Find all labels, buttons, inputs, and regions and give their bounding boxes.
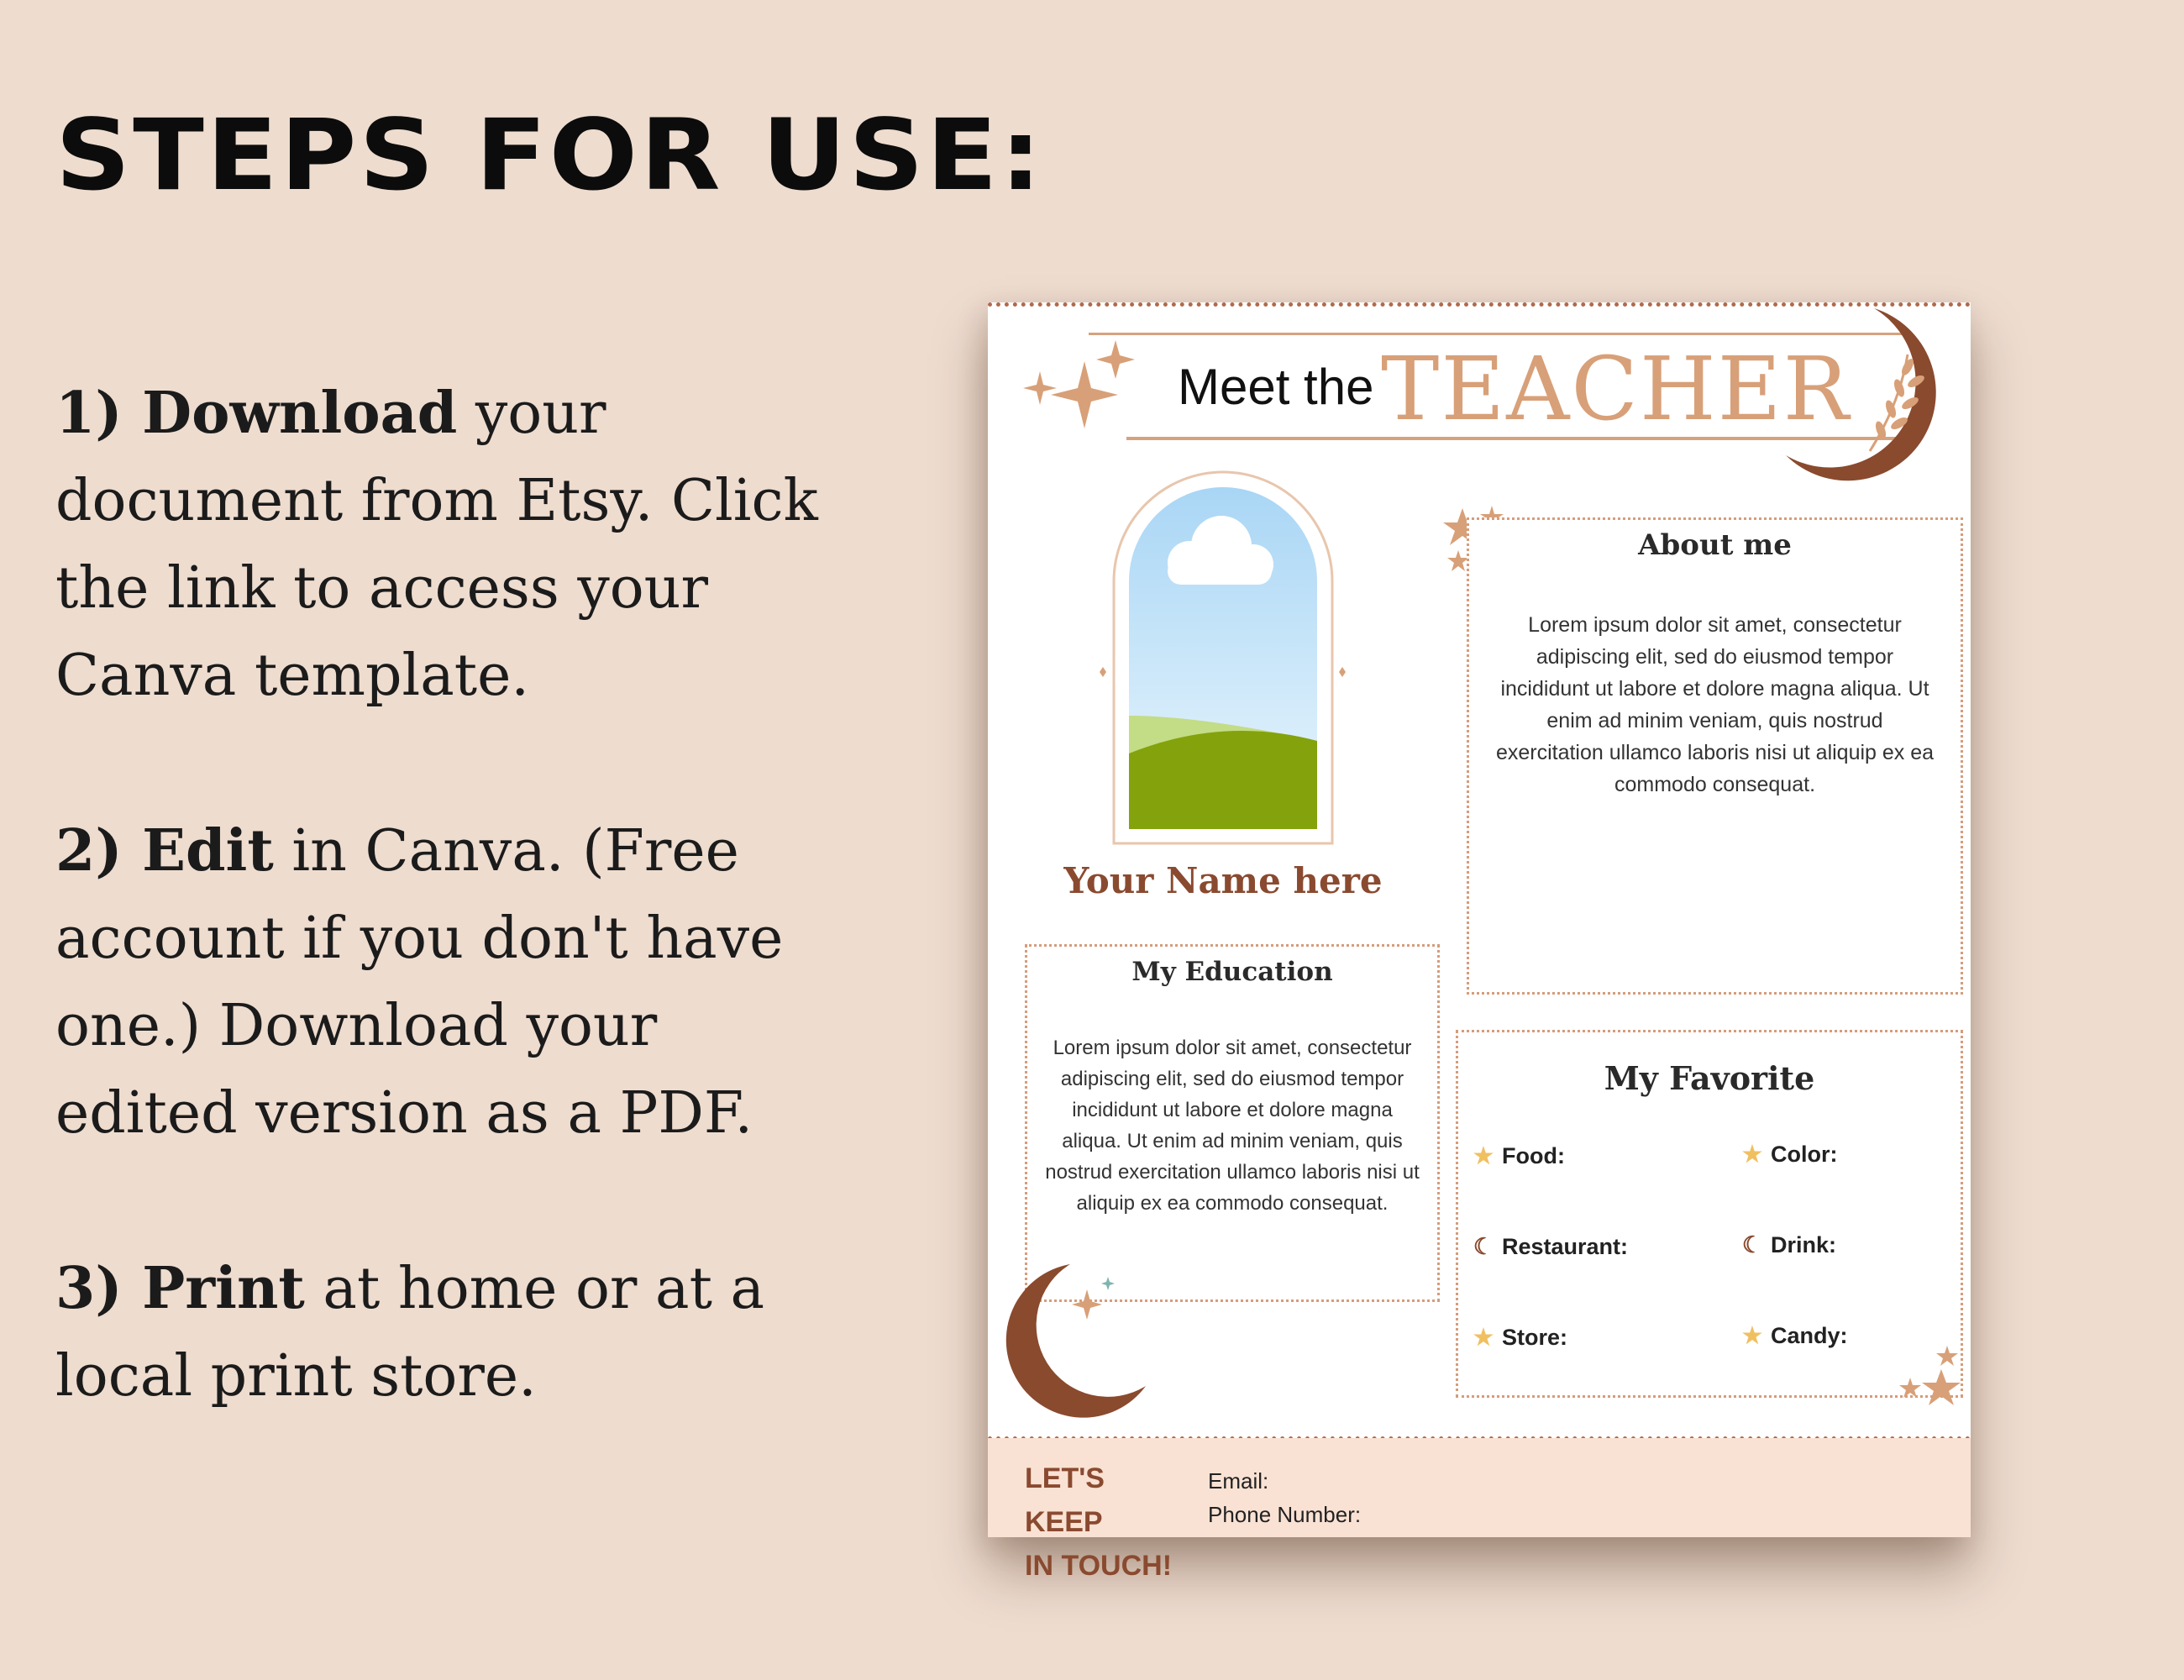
favorite-food-label: Food:	[1502, 1143, 1565, 1168]
favorites-stars-icon	[1895, 1344, 1966, 1415]
education-text: Lorem ipsum dolor sit amet, consectetur adipiscing elit, sed do eiusmod tempor incididunt ut labore et dolore magna aliqua. Ut enim ad minim veniam, quis nostrud exercitation ullamco laboris nisi ut aliquip ex ea commodo consequat.	[1045, 1037, 1420, 1215]
page-title: STEPS FOR USE:	[55, 99, 1045, 213]
favorite-food	[1470, 1143, 1565, 1169]
favorite-candy-label: Candy:	[1771, 1323, 1848, 1348]
favorites-title: My Favorite	[1604, 1059, 1815, 1097]
education-title: My Education	[1131, 957, 1333, 987]
step-2	[55, 807, 845, 1158]
crescent-moon-icon	[1782, 304, 1966, 489]
favorite-color-label: Color:	[1771, 1142, 1838, 1167]
contact-footer	[988, 1438, 1971, 1582]
phone-number-label: Phone Number:	[1208, 1502, 1362, 1527]
step-1-bold: 1) Download	[55, 380, 458, 447]
about-me-box	[1467, 517, 1963, 995]
star-icon: ★	[1473, 1325, 1494, 1350]
star-icon: ★	[1741, 1323, 1763, 1348]
sparkle-stars-icon	[1021, 336, 1147, 454]
steps-list	[55, 370, 845, 1508]
keep-in-touch-line1: LET'S KEEP	[1025, 1462, 1105, 1538]
star-icon: ★	[1741, 1142, 1763, 1167]
step-2-bold: 2) Edit	[55, 817, 274, 885]
email-label: Email:	[1208, 1468, 1269, 1494]
step-1	[55, 370, 845, 720]
step-1-text: your document from Etsy. Click the link to access your Canva template.	[55, 381, 818, 709]
favorite-color	[1739, 1142, 1837, 1168]
step-3-bold: 3) Print	[55, 1255, 305, 1322]
favorite-drink-label: Drink:	[1771, 1232, 1837, 1257]
arch-window-illustration	[1097, 464, 1349, 850]
meet-the-label: Meet the	[1178, 359, 1374, 415]
favorite-store	[1470, 1325, 1567, 1351]
about-me-text: Lorem ipsum dolor sit amet, consectetur adipiscing elit, sed do eiusmod tempor incididunt ut labore et dolore magna aliqua. Ut enim ad minim veniam, quis nostrud exercitation ullamco laboris nisi ut aliquip ex ea commodo consequat.	[1495, 613, 1935, 796]
step-2-text: in Canva. (Free account if you don't have one.) Download your edited version as a PDF.	[55, 818, 784, 1147]
favorite-store-label: Store:	[1502, 1325, 1568, 1350]
moon-icon: ☾	[1741, 1232, 1763, 1257]
step-3-text: at home or at a local print store.	[55, 1256, 765, 1410]
keep-in-touch-line2: IN TOUCH!	[1025, 1550, 1173, 1582]
teacher-title: TEACHER	[1381, 338, 1851, 440]
favorite-drink	[1739, 1232, 1836, 1258]
keep-in-touch-label	[1025, 1457, 1184, 1588]
flyer-preview	[988, 302, 1971, 1582]
education-box	[1025, 944, 1440, 1302]
moon-icon: ☾	[1473, 1234, 1494, 1259]
step-3	[55, 1245, 845, 1420]
favorites-box	[1456, 1030, 1963, 1398]
favorite-restaurant	[1470, 1234, 1628, 1260]
favorite-restaurant-label: Restaurant:	[1502, 1234, 1629, 1259]
star-icon: ★	[1473, 1143, 1494, 1168]
favorite-candy	[1739, 1323, 1848, 1349]
about-me-title: About me	[1638, 528, 1792, 562]
teacher-name-placeholder: Your Name here	[1063, 860, 1383, 901]
bottom-moon-icon	[995, 1260, 1163, 1428]
